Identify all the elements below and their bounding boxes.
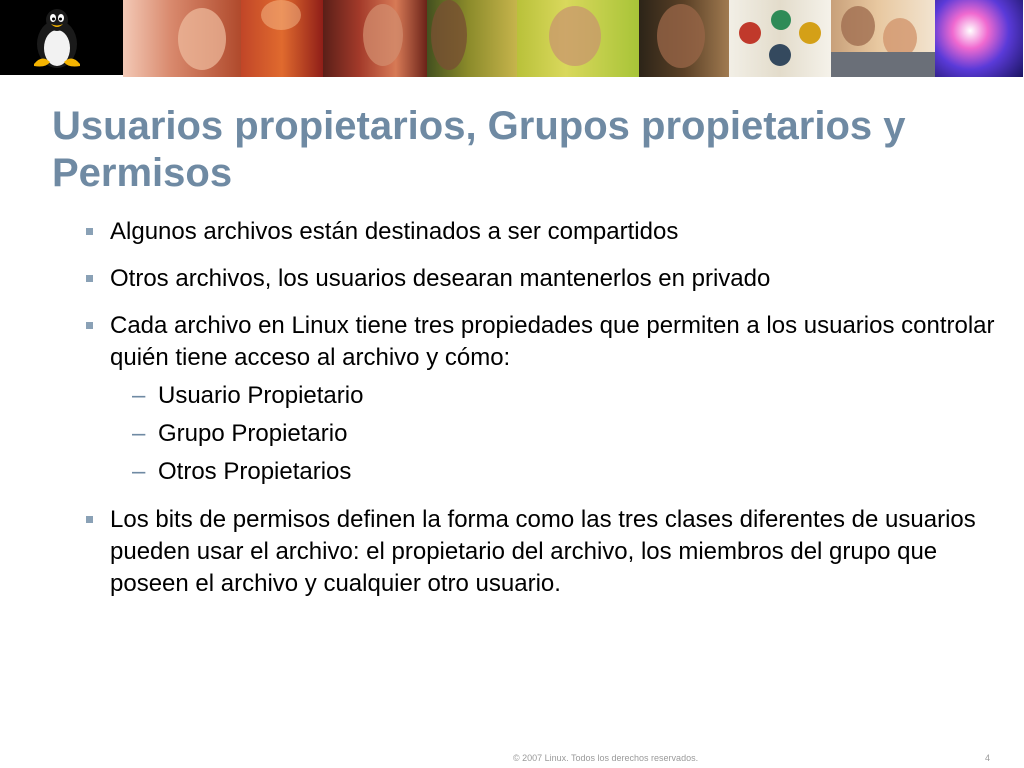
banner-photo bbox=[323, 0, 427, 77]
banner-photo bbox=[517, 0, 639, 77]
bullet-item bbox=[84, 216, 1004, 248]
bullet-text: Cada archivo en Linux tiene tres propiedades que permiten a los usuarios controlar quién tiene acceso al archivo y cómo: bbox=[110, 312, 995, 371]
bullet-text: Otros archivos, los usuarios desearan mantenerlos en privado bbox=[110, 265, 771, 292]
sub-bullet-text: Otros Propietarios bbox=[158, 458, 352, 485]
banner-photo bbox=[427, 0, 517, 77]
bullet-item bbox=[84, 504, 1004, 600]
banner-photo bbox=[831, 0, 935, 77]
dash-bullet-icon: – bbox=[132, 458, 146, 485]
bullet-item bbox=[84, 263, 1004, 295]
square-bullet-icon bbox=[86, 516, 93, 523]
dash-bullet-icon: – bbox=[132, 420, 146, 447]
footer-copyright: © 2007 Linux. Todos los derechos reservados. bbox=[513, 753, 699, 763]
banner-photo bbox=[123, 0, 241, 77]
bullet-text: Los bits de permisos definen la forma como las tres clases diferentes de usuarios pueden usar el archivo: el propietario del archivo, los miembros del grupo que poseen el archivo y cualquier otro usuario. bbox=[110, 506, 976, 597]
bullet-item bbox=[84, 310, 1004, 374]
header-banner bbox=[0, 0, 1024, 77]
slide-content bbox=[84, 216, 1004, 615]
square-bullet-icon bbox=[86, 228, 93, 235]
banner-photo bbox=[639, 0, 729, 77]
tux-penguin-icon bbox=[22, 6, 92, 70]
page-number: 4 bbox=[985, 753, 991, 763]
dash-bullet-icon: – bbox=[132, 382, 146, 409]
bullet-text: Algunos archivos están destinados a ser compartidos bbox=[110, 218, 679, 245]
sub-bullet-text: Usuario Propietario bbox=[158, 382, 364, 409]
square-bullet-icon bbox=[86, 322, 93, 329]
sub-bullet-item bbox=[84, 456, 1004, 488]
banner-photo bbox=[935, 0, 1023, 77]
square-bullet-icon bbox=[86, 275, 93, 282]
sub-bullet-text: Grupo Propietario bbox=[158, 420, 348, 447]
slide-title: Usuarios propietarios, Grupos propietarios y Permisos bbox=[52, 104, 906, 195]
sub-bullet-item bbox=[84, 380, 1004, 412]
sub-bullet-item bbox=[84, 418, 1004, 450]
banner-photo bbox=[729, 0, 831, 77]
banner-photo bbox=[241, 0, 323, 77]
logo bbox=[0, 0, 123, 77]
